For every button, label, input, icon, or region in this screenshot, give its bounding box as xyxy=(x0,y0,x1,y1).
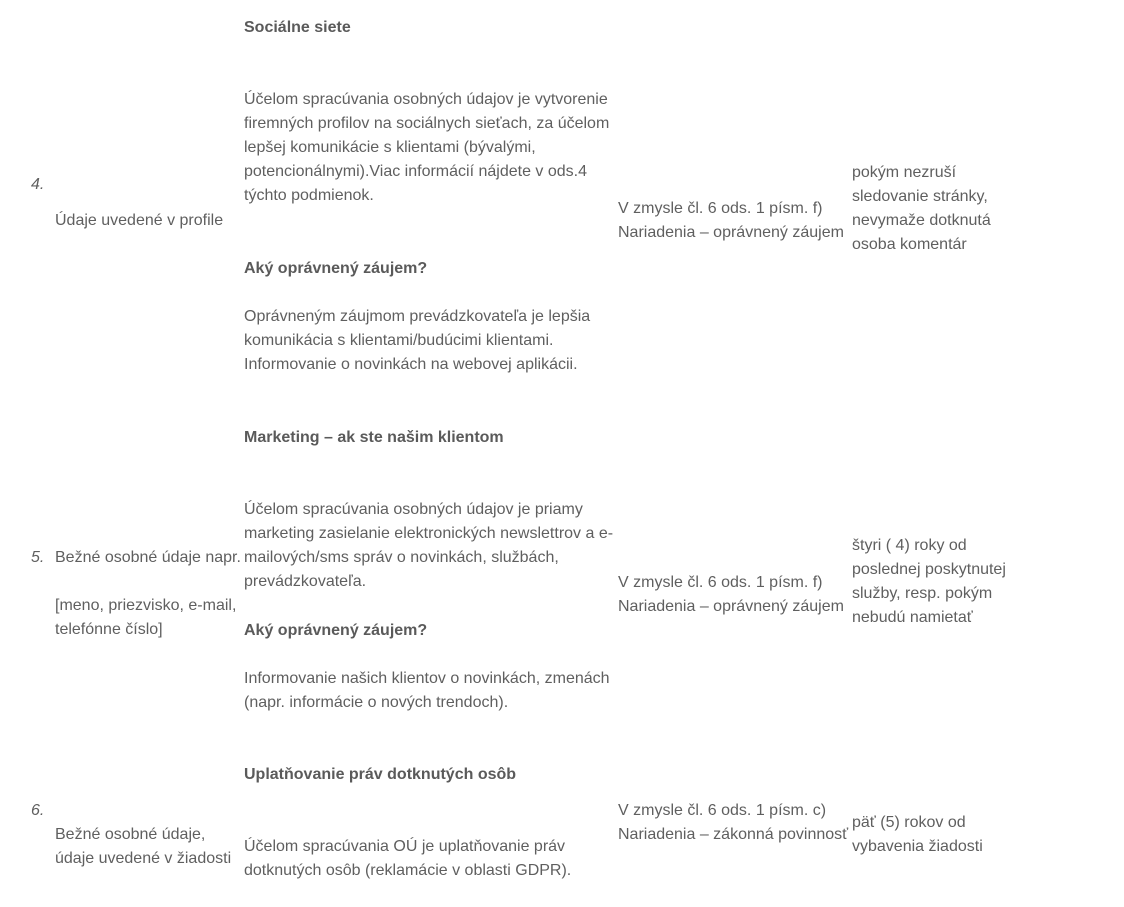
purpose-cell xyxy=(244,763,616,893)
purpose-heading: Sociálne siete xyxy=(244,19,351,36)
purpose-heading: Uplatňovanie práv dotknutých osôb xyxy=(244,766,517,783)
interest-text: Informovanie našich klientov o novinkách, zmenách (napr. informácie o nových trendoch). xyxy=(244,670,610,711)
interest-text: Oprávneným záujmom prevádzkovateľa je lepšia komunikácia s klientami/budúcimi klientami. Informovanie o novinkách na webovej aplikácii. xyxy=(244,308,591,373)
legal-basis: V zmysle čl. 6 ods. 1 písm. f) Nariadenia – oprávnený záujem xyxy=(618,200,844,241)
interest-heading: Aký oprávnený záujem? xyxy=(244,260,428,277)
purpose-text: Účelom spracúvania OÚ je uplatňovanie práv dotknutých osôb (reklamácie v oblasti GDPR). xyxy=(244,838,572,879)
data-category-text: Bežné osobné údaje napr. xyxy=(55,549,241,566)
data-category: Údaje uvedené v profile xyxy=(55,212,224,229)
purpose-heading: Marketing – ak ste našim klientom xyxy=(244,429,504,446)
row-number: 4. xyxy=(31,176,45,193)
data-category-examples: [meno, priezvisko, e-mail, telefónne číslo] xyxy=(55,597,237,638)
legal-basis: V zmysle čl. 6 ods. 1 písm. f) Nariadenia – oprávnený záujem xyxy=(618,574,844,615)
retention-period: štyri ( 4) roky od poslednej poskytnutej služby, resp. pokým nebudú namietať xyxy=(852,537,1006,626)
retention-period: päť (5) rokov od vybavenia žiadosti xyxy=(852,814,983,855)
purpose-text: Účelom spracúvania osobných údajov je priamy marketing zasielanie elektronických newslettrov a e-mailových/sms správ o novinkách, službách, prevádzkovateľa. xyxy=(244,501,614,590)
row-number: 5. xyxy=(31,549,45,566)
retention-period: pokým nezruší sledovanie stránky, nevymaže dotknutá osoba komentár xyxy=(852,164,991,253)
legal-basis: V zmysle čl. 6 ods. 1 písm. c) Nariadenia – zákonná povinnosť xyxy=(618,802,849,843)
purpose-text: Účelom spracúvania osobných údajov je vytvorenie firemných profilov na sociálnych sieťach, za účelom lepšej komunikácie s klientami (bývalými, potencionálnymi).Viac informácií nájdete v ods.4 týchto podmienok. xyxy=(244,91,610,204)
row-number: 6. xyxy=(31,802,45,819)
data-category: Bežné osobné údaje, údaje uvedené v žiadosti xyxy=(55,826,232,867)
interest-heading: Aký oprávnený záujem? xyxy=(244,622,428,639)
